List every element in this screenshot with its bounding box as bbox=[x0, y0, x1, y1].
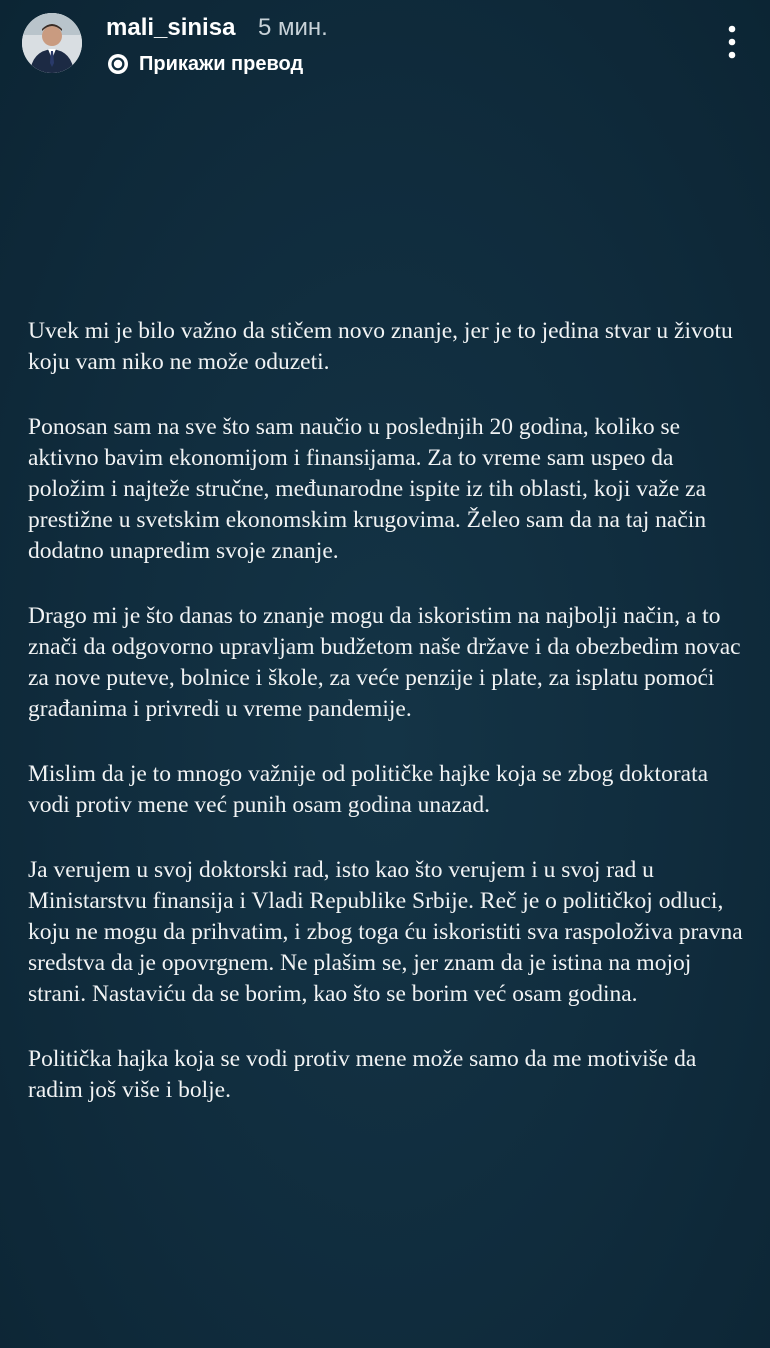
paragraph: Ja verujem u svoj doktorski rad, isto kao što verujem i u svoj rad u Ministarstvu finansija i Vladi Republike Srbije. Reč je o političkoj odluci, koju ne mogu da prihvatim, i zbog toga ću iskoristiti sva raspoloživa pravna sredstva da je opovrgnem. Ne plašim se, jer znam da je istina na mojoj strani. Nastaviću da se borim, kao što se borim već osam godina. bbox=[28, 857, 743, 1007]
avatar-image bbox=[22, 13, 82, 73]
story-text bbox=[28, 316, 748, 1106]
translate-icon bbox=[106, 52, 130, 76]
show-translation-button[interactable] bbox=[106, 50, 303, 78]
paragraph: Ponosan sam na sve što sam naučio u poslednjih 20 godina, koliko se aktivno bavim ekonomijom i finansijama. Za to vreme sam uspeo da položim i najteže stručne, međunarodne ispite iz tih oblasti, koji važe za prestižne u svetskim ekonomskim krugovima. Želeo sam da na taj način dodatno unapredim svoje znanje. bbox=[28, 414, 707, 564]
avatar[interactable] bbox=[22, 13, 82, 73]
paragraph: Mislim da je to mnogo važnije od političke hajke koja se zbog doktorata vodi protiv mene već punih osam godina unazad. bbox=[28, 761, 709, 818]
story-header bbox=[0, 0, 770, 90]
paragraph: Uvek mi je bilo važno da stičem novo znanje, jer je to jedina stvar u životu koju vam niko ne može oduzeti. bbox=[28, 318, 733, 375]
more-options-button[interactable] bbox=[724, 24, 740, 60]
more-vertical-icon bbox=[724, 24, 740, 60]
show-translation-label: Прикажи превод bbox=[139, 53, 304, 75]
paragraph: Politička hajka koja se vodi protiv mene može samo da me motiviše da radim još više i bolje. bbox=[28, 1046, 697, 1103]
paragraph: Drago mi je što danas to znanje mogu da iskoristim na najbolji način, a to znači da odgovorno upravljam budžetom naše države i da obezbedim novac za nove puteve, bolnice i škole, za veće penzije i plate, za isplatu pomoći građanima i privredi u vreme pandemije. bbox=[28, 603, 741, 722]
timestamp: 5 мин. bbox=[258, 14, 328, 41]
username[interactable]: mali_sinisa bbox=[106, 14, 236, 41]
